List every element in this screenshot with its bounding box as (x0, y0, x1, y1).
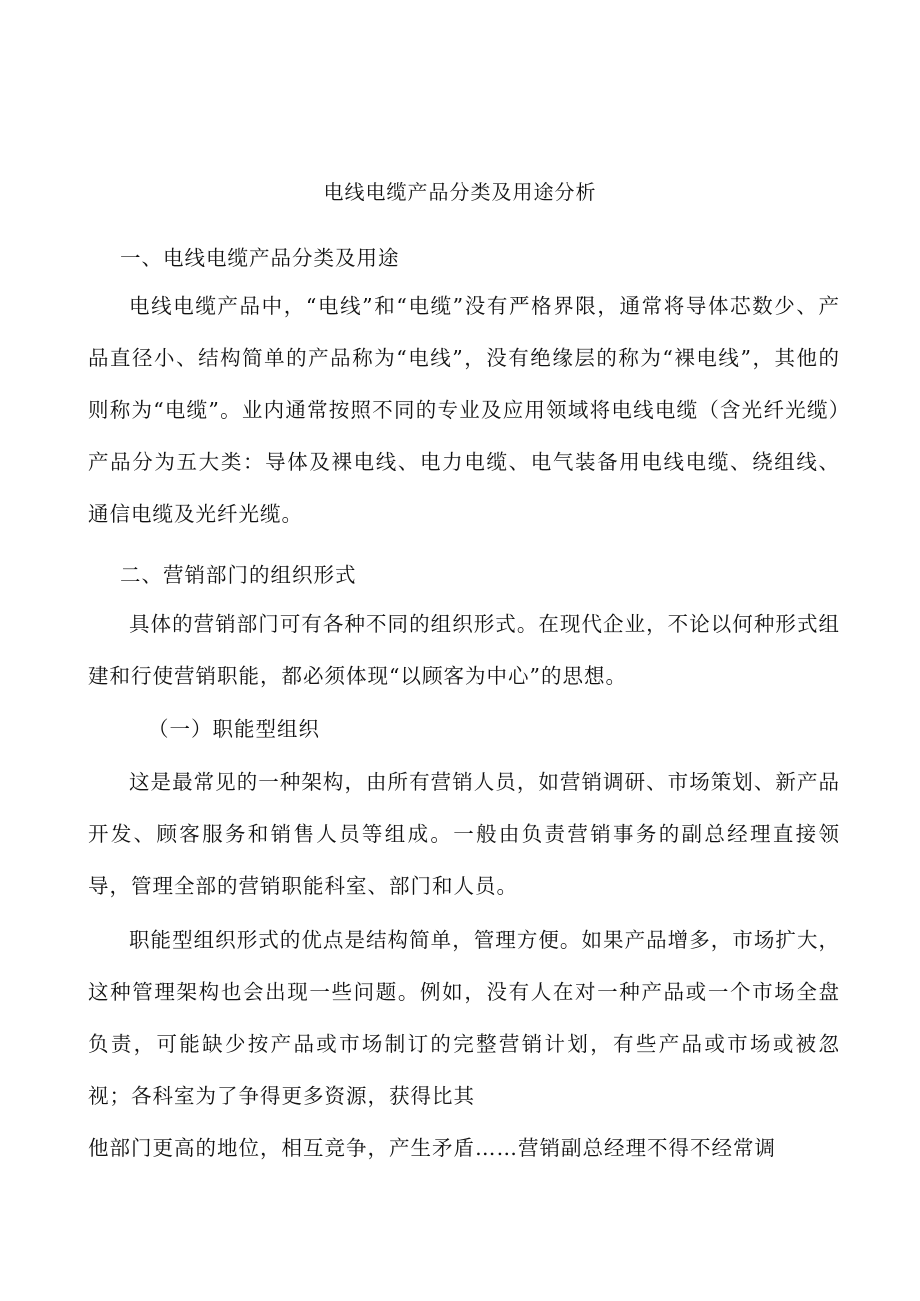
paragraph-functional-organization-pros-cons: 职能型组织形式的优点是结构简单，管理方便。如果产品增多，市场扩大，这种管理架构也会出现一些问题。例如，没有人在对一种产品或一个市场全盘负责，可能缺少按产品或市场制订的完整营销计划，有些产品或市场或被忽视；各科室为了争得更多资源，获得比其 (88, 928, 840, 1108)
paragraph-continuation: 他部门更高的地位，相互竞争，产生矛盾……营销副总经理不得不经常调 (88, 1136, 776, 1160)
paragraph-product-classification: 电线电缆产品中，“电线”和“电缆”没有严格界限，通常将导体芯数少、产品直径小、结构简单的产品称为“电线”，没有绝缘层的称为“裸电线”，其他的则称为“电缆”。业内通常按照不同的专业及应用领域将电线电缆（含光纤光缆）产品分为五大类：导体及裸电线、电力电缆、电气装备用电线电缆、绕组线、通信电缆及光纤光缆。 (88, 294, 840, 526)
section-heading-marketing-organization: 二、营销部门的组织形式 (120, 563, 357, 587)
subheading-functional-organization: （一）职能型组织 (148, 717, 320, 741)
document-title: 电线电缆产品分类及用途分析 (323, 180, 597, 204)
section-heading-product-classification: 一、电线电缆产品分类及用途 (120, 246, 400, 270)
paragraph-marketing-organization: 具体的营销部门可有各种不同的组织形式。在现代企业，不论以何种形式组建和行使营销职能，都必须体现“以顾客为中心”的思想。 (88, 612, 840, 688)
paragraph-functional-organization-description: 这是最常见的一种架构，由所有营销人员，如营销调研、市场策划、新产品开发、顾客服务和销售人员等组成。一般由负责营销事务的副总经理直接领导，管理全部的营销职能科室、部门和人员。 (88, 770, 840, 898)
